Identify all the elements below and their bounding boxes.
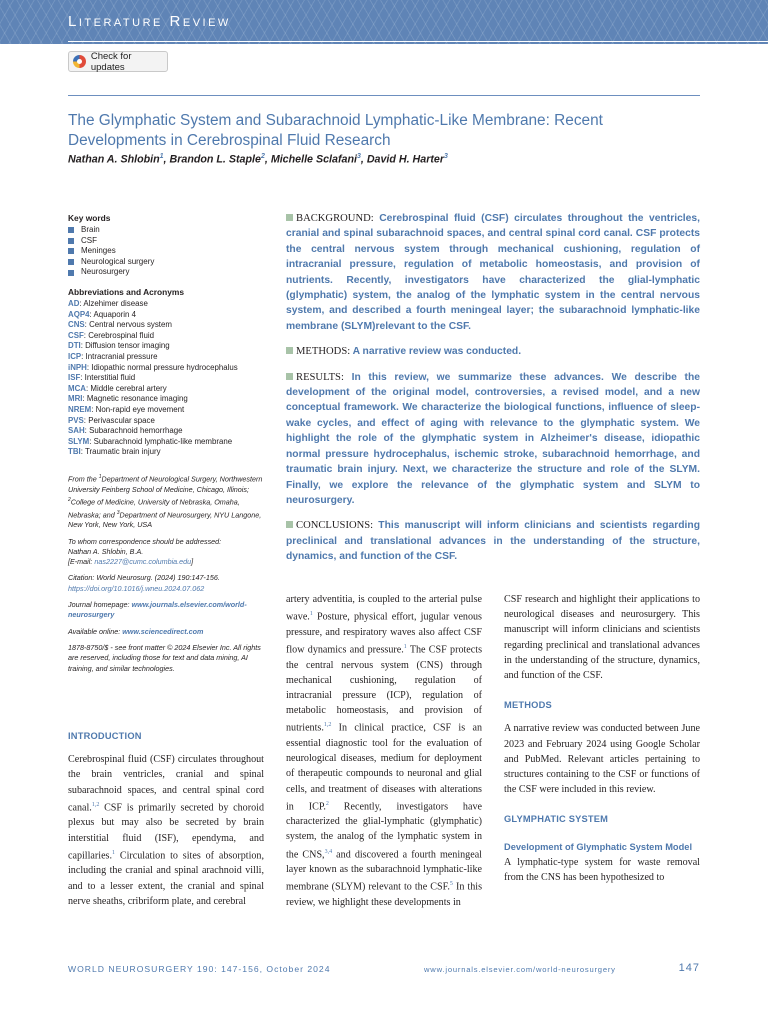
author-name[interactable]: David H. Harter	[366, 153, 445, 166]
square-bullet-icon	[286, 214, 293, 221]
abbreviation-item: AD: Alzehimer disease	[68, 298, 148, 308]
abstract-label: METHODS:	[296, 346, 351, 358]
square-bullet-icon	[68, 270, 74, 276]
abbreviation-key: CSF	[68, 330, 84, 340]
banner-rule	[68, 41, 768, 42]
keyword-label: Neurological surgery	[81, 256, 155, 266]
correspondence-label: To whom correspondence should be addressed:	[68, 536, 222, 546]
abbreviation-value: Subarachnoid hemorrhage	[89, 426, 183, 436]
correspondence	[68, 537, 268, 568]
abstract-methods	[286, 344, 700, 359]
homepage-label: Journal homepage:	[68, 600, 132, 610]
abbreviation-item: DTI: Diffusion tensor imaging	[68, 341, 170, 351]
author-name[interactable]: Michelle Sclafani	[270, 153, 357, 166]
abbreviation-key: CNS	[68, 320, 85, 330]
affiliations: From the $^1$Department of Neurological Surgery, Northwestern University Feinberg School of Medicine, Chicago, Illinois; $^2$College of Medicine, University of Nebraska, Omaha, Nebraska; and $^3$Department of Neurosurgery, NYU Langone, New York, New York, USA	[68, 473, 263, 530]
check-for-updates-button[interactable]	[68, 51, 168, 72]
abbreviation-item: PVS: Perivascular space	[68, 415, 155, 425]
abbreviation-item: iNPH: Idiopathic normal pressure hydrocephalus	[68, 362, 238, 372]
author-affiliation: 3	[444, 153, 448, 160]
author-list: Nathan A. Shlobin$^1$, Brandon L. Staple$^2$, Michelle Sclafani$^3$, David H. Harter$^3$	[68, 153, 448, 166]
author-affiliation: 1	[159, 153, 164, 160]
keywords-heading: Key words	[68, 213, 111, 223]
abbreviation-key: AD	[68, 298, 80, 308]
page-number: 147	[678, 962, 700, 974]
abbreviation-item: TBI: Traumatic brain injury	[68, 447, 161, 457]
abstract-text: In this review, we summarize these advances. We describe the development of the original model, controversies, a revised model, and a new conceptual framework. We characterize the biological functions, influence of sleep-wake cycles, and effect of aging with relevance to the glymphatic system. We highlight the role of the glymphatic system in Alzheimer's disease, idiopathic normal pressure hydrocephalus, ischemic stroke, subarachnoid hemorrhage, and traumatic brain injury. Next, we characterize the structure and role of the SLYM. Finally, we explore the relevance of the glymphatic system and SLYM to neurosurgery.	[286, 371, 700, 506]
abstract-background	[286, 211, 700, 334]
square-bullet-icon	[68, 238, 74, 244]
abbreviation-value: Aquaporin 4	[93, 309, 137, 319]
keyword-item[interactable]	[68, 246, 268, 257]
doi-link[interactable]: https://doi.org/10.1016/j.wneu.2024.07.062	[68, 583, 205, 593]
available-online	[68, 627, 268, 637]
abbreviation-key: AQP4	[68, 309, 90, 319]
abbreviation-value: Diffusion tensor imaging	[85, 341, 170, 351]
keyword-item[interactable]	[68, 257, 268, 268]
square-bullet-icon	[286, 521, 293, 528]
author-affiliation: 3	[356, 153, 361, 160]
affiliation-marker: 1	[98, 473, 102, 480]
article-title: The Glymphatic System and Subarachnoid Lymphatic-Like Membrane: Recent Developments in Cerebrospinal Fluid Research	[68, 112, 603, 149]
abbreviation-value: Alzehimer disease	[83, 298, 148, 308]
footer-url-link[interactable]: www.journals.elsevier.com/world-neurosurgery	[424, 965, 616, 974]
sidebar	[68, 213, 268, 680]
abstract-results	[286, 370, 700, 509]
email-label: [E-mail:	[68, 557, 95, 567]
abbreviations-list	[68, 299, 268, 458]
abbreviation-item: AQP4: Aquaporin 4	[68, 309, 137, 319]
check-for-updates-label: Check for updates	[90, 50, 132, 73]
glymphatic-subheading: Development of Glymphatic System Model	[504, 841, 693, 852]
abstract-text: A narrative review was conducted.	[352, 346, 522, 358]
abbreviation-value: Subarachnoid lymphatic-like membrane	[93, 436, 233, 446]
citation-text: Citation: World Neurosurg. (2024) 190:147-156.	[68, 573, 220, 583]
abstract-label: RESULTS:	[296, 371, 344, 383]
abbreviation-value: Magnetic resonance imaging	[86, 394, 188, 404]
square-bullet-icon	[68, 259, 74, 265]
abbreviation-key: iNPH	[68, 362, 87, 372]
abstract	[286, 211, 700, 575]
abbreviation-value: Idiopathic normal pressure hydrocephalus	[91, 362, 238, 372]
body-column-1	[68, 729, 264, 909]
glymphatic-heading: GLYMPHATIC SYSTEM	[504, 814, 609, 825]
abbreviation-item: MRI: Magnetic resonance imaging	[68, 394, 188, 404]
abbreviation-value: Traumatic brain injury	[84, 447, 161, 457]
abbreviation-value: Non-rapid eye movement	[95, 404, 185, 414]
abbreviation-key: MCA	[68, 383, 86, 393]
square-bullet-icon	[286, 373, 293, 380]
keyword-label: Meninges	[81, 246, 116, 256]
author-affiliation: 2	[260, 153, 265, 160]
abstract-text: Cerebrospinal fluid (CSF) circulates throughout the ventricles, cranial and spinal subarachnoid spaces, and central spinal cord canal. CSF protects the central nervous system through mechanical cushioning, regulation of intracranial pressure, regulation of metabolic homeostasis, and provision of nutrients. Recently, investigators have characterized the glial-lymphatic (glymphatic) system, the analog of the lymphatic system in the central nervous system, and described a fourth meningeal layer; the subarachnoid lymphatic-like membrane (SLYM)relevant to the CSF.	[286, 213, 700, 332]
keyword-item[interactable]	[68, 267, 268, 278]
abbreviation-item: CNS: Central nervous system	[68, 320, 172, 330]
journal-homepage	[68, 600, 268, 621]
abbreviation-item: SLYM: Subarachnoid lymphatic-like membrane	[68, 436, 233, 446]
keyword-label: CSF	[81, 235, 97, 245]
abbreviation-key: TBI	[68, 447, 81, 457]
citation	[68, 573, 268, 594]
abbreviation-key: PVS	[68, 415, 84, 425]
abbreviations-heading: Abbreviations and Acronyms	[68, 286, 185, 297]
abbreviation-item: CSF: Cerebrospinal fluid	[68, 330, 154, 340]
abbreviation-key: MRI	[68, 394, 83, 404]
email-end: ]	[191, 557, 194, 567]
abstract-label: CONCLUSIONS:	[296, 520, 374, 532]
abbreviation-key: NREM	[68, 404, 92, 414]
abbreviation-value: Central nervous system	[89, 320, 172, 330]
section-label: Literature Review	[68, 13, 231, 30]
square-bullet-icon	[68, 248, 74, 254]
affiliation-marker: 3	[116, 509, 120, 516]
abbreviation-item: ICP: Intracranial pressure	[68, 351, 158, 361]
abbreviation-item: SAH: Subarachnoid hemorrhage	[68, 426, 183, 436]
keyword-item[interactable]	[68, 225, 268, 236]
glymphatic-paragraph: A lymphatic-type system for waste removal from the CNS has been hypothesized to	[504, 856, 700, 884]
author-name[interactable]: Nathan A. Shlobin	[68, 153, 160, 166]
body-paragraph: Cerebrospinal fluid (CSF) circulates throughout the brain ventricles, cranial and spinal subarachnoid spaces, and central spinal cord canal.$^{1,2}$ CSF is primarily secreted by choroid plexus but may also be secreted by brain interstitial fluid (ISF), ependyma, and capillaries.$^1$ Circulation to sites of absorption, including the cranial and spinal arachnoid villi, and to a lesser extent, the cranial and spinal nerve sheaths, cribriform plate, and cerebral	[68, 754, 264, 907]
methods-paragraph: A narrative review was conducted between June 2023 and February 2024 using Google Scholar and PubMed. Relevant articles pertaining to structures containing to the CSF or functions of the CSF were included in this review.	[504, 723, 700, 796]
abbreviation-item: ISF: Interstitial fluid	[68, 373, 136, 383]
affiliation-marker: 2	[68, 496, 71, 503]
abstract-conclusions	[286, 518, 700, 564]
sciencedirect-link[interactable]: www.sciencedirect.com	[122, 626, 204, 636]
abbreviation-key: SLYM	[68, 436, 90, 446]
abstract-text: This manuscript will inform clinicians and scientists regarding preclinical and translational advances in the understanding of the structure, dynamics, and function of the CSF.	[286, 520, 700, 563]
section-banner	[0, 0, 768, 44]
abbreviation-key: ISF	[68, 373, 81, 383]
email-link[interactable]: nas2227@cumc.columbia.edu	[94, 557, 192, 567]
abbreviation-value: Interstitial fluid	[84, 373, 136, 383]
body-paragraph: artery adventitia, is coupled to the arterial pulse wave.$^1$ Posture, physical effort, jugular venous pressure, and respiratory waves also affect CSF flow dynamics and pressure.$^1$ The CSF protects the central nervous system (CNS) through mechanical cushioning, regulation of intracranial pressure (ICP), regulation of metabolic homeostasis, and provision of nutrients.$^{1,2}$ In clinical practice, CSF is an essential diagnostic tool for the evaluation of neurological diseases, medium for deployment of therapeutic compounds to neuronal and glial cells, and treatment of diseases with alterations in ICP.$^2$ Recently, investigators have characterized the glial-lymphatic (glymphatic) system, the analog of the lymphatic system in the CNS,$^{3,4}$ and discovered a fourth meningeal layer known as the subarachnoid lymphatic-like membrane (SLYM) relevant to the CSF.$^5$ In this review, we highlight these developments in	[286, 594, 482, 909]
abbreviation-key: ICP	[68, 351, 82, 361]
keywords-list	[68, 225, 268, 278]
footer-journal: WORLD NEUROSURGERY 190: 147-156, October 2024	[68, 964, 331, 974]
body-column-2	[286, 592, 482, 910]
abbreviation-key: DTI	[68, 341, 81, 351]
abbreviation-item: MCA: Middle cerebral artery	[68, 383, 167, 393]
copyright: 1878-8750/$ - see front matter © 2024 Elsevier Inc. All rights are reserved, including those for text and data mining, AI training, and similar technologies.	[68, 642, 261, 673]
keyword-label: Brain	[81, 225, 100, 234]
abbreviation-value: Cerebrospinal fluid	[88, 330, 154, 340]
abbreviation-item: NREM: Non-rapid eye movement	[68, 404, 185, 414]
keyword-label: Neurosurgery	[81, 267, 130, 277]
page-footer	[68, 962, 700, 976]
abbreviation-value: Intracranial pressure	[85, 351, 158, 361]
square-bullet-icon	[286, 347, 293, 354]
crossmark-icon	[73, 55, 86, 68]
correspondence-name: Nathan A. Shlobin, B.A.	[68, 546, 144, 556]
abbreviation-value: Perivascular space	[88, 415, 155, 425]
introduction-heading: INTRODUCTION	[68, 731, 142, 741]
keyword-item[interactable]	[68, 236, 268, 247]
title-rule	[68, 95, 700, 96]
methods-heading: METHODS	[504, 700, 552, 711]
square-bullet-icon	[68, 227, 74, 233]
author-name[interactable]: Brandon L. Staple	[169, 153, 261, 166]
homepage-link[interactable]: www.journals.elsevier.com/world-neurosurgery	[68, 600, 247, 620]
abbreviation-key: SAH	[68, 426, 85, 436]
abbreviation-value: Middle cerebral artery	[90, 383, 167, 393]
body-paragraph: CSF research and highlight their applications to neurological diseases and neurosurgery. This manuscript will inform clinicians and scientists regarding preclinical and translational advances in the understanding of the structure, dynamics, and function of the CSF.	[504, 594, 700, 682]
body-column-3	[504, 592, 700, 885]
abstract-label: BACKGROUND:	[296, 213, 374, 224]
available-label: Available online:	[68, 626, 123, 636]
